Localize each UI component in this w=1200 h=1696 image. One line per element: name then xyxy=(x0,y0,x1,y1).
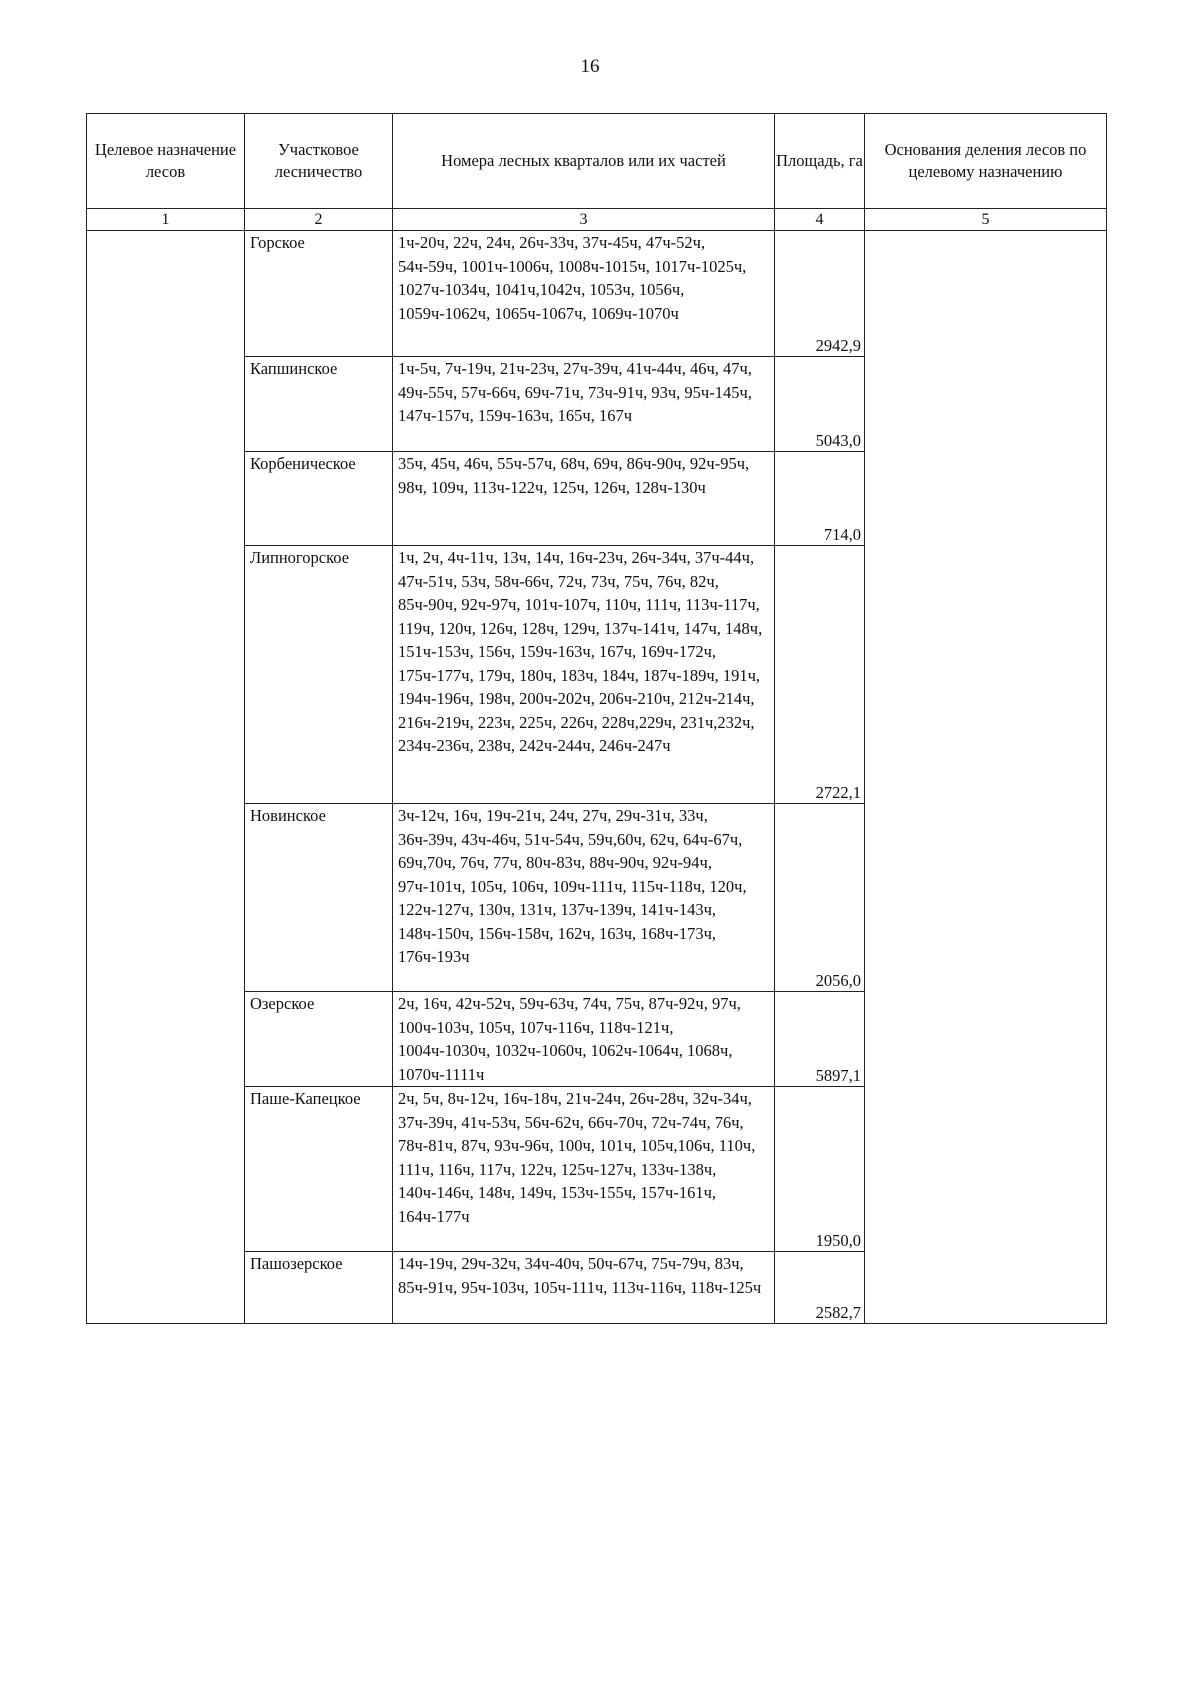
quarter-numbers: 2ч, 16ч, 42ч-52ч, 59ч-63ч, 74ч, 75ч, 87ч-92ч, 97ч, 100ч-103ч, 105ч, 107ч-116ч, 118ч-121ч, 1004ч-1030ч, 1032ч-1060ч, 1062ч-1064ч, 1068ч, 1070ч-1111ч xyxy=(393,992,775,1087)
district-name: Липногорское xyxy=(245,546,393,804)
area-value: 5043,0 xyxy=(775,357,865,452)
column-number: 2 xyxy=(245,209,393,231)
area-value: 2722,1 xyxy=(775,546,865,804)
quarter-numbers: 1ч-20ч, 22ч, 24ч, 26ч-33ч, 37ч-45ч, 47ч-52ч, 54ч-59ч, 1001ч-1006ч, 1008ч-1015ч, 1017ч-1025ч, 1027ч-1034ч, 1041ч,1042ч, 1053ч, 1056ч, 1059ч-1062ч, 1065ч-1067ч, 1069ч-1070ч xyxy=(393,231,775,357)
header-purpose: Целевое назначение лесов xyxy=(87,114,245,209)
column-number: 1 xyxy=(87,209,245,231)
area-value: 2942,9 xyxy=(775,231,865,357)
district-name: Корбеничеcкое xyxy=(245,452,393,546)
header-district: Участковое лесничество xyxy=(245,114,393,209)
column-number: 4 xyxy=(775,209,865,231)
district-name: Новинское xyxy=(245,804,393,992)
column-number-row xyxy=(87,209,1107,231)
quarter-numbers: 2ч, 5ч, 8ч-12ч, 16ч-18ч, 21ч-24ч, 26ч-28ч, 32ч-34ч, 37ч-39ч, 41ч-53ч, 56ч-62ч, 66ч-70ч, 72ч-74ч, 76ч, 78ч-81ч, 87ч, 93ч-96ч, 100ч, 101ч, 105ч,106ч, 110ч, 111ч, 116ч, 117ч, 122ч, 125ч-127ч, 133ч-138ч, 140ч-146ч, 148ч, 149ч, 153ч-155ч, 157ч-161ч, 164ч-177ч xyxy=(393,1087,775,1252)
district-name: Горское xyxy=(245,231,393,357)
forest-division-table xyxy=(86,113,1107,1324)
area-value: 1950,0 xyxy=(775,1087,865,1252)
purpose-cell xyxy=(87,231,245,1324)
area-value: 5897,1 xyxy=(775,992,865,1087)
column-number: 3 xyxy=(393,209,775,231)
header-area: Площадь, га xyxy=(775,114,865,209)
district-name: Капшинское xyxy=(245,357,393,452)
quarter-numbers: 1ч, 2ч, 4ч-11ч, 13ч, 14ч, 16ч-23ч, 26ч-34ч, 37ч-44ч, 47ч-51ч, 53ч, 58ч-66ч, 72ч, 73ч, 75ч, 76ч, 82ч, 85ч-90ч, 92ч-97ч, 101ч-107ч, 110ч, 111ч, 113ч-117ч, 119ч, 120ч, 126ч, 128ч, 129ч, 137ч-141ч, 147ч, 148ч, 151ч-153ч, 156ч, 159ч-163ч, 167ч, 169ч-172ч, 175ч-177ч, 179ч, 180ч, 183ч, 184ч, 187ч-189ч, 191ч, 194ч-196ч, 198ч, 200ч-202ч, 206ч-210ч, 212ч-214ч, 216ч-219ч, 223ч, 225ч, 226ч, 228ч,229ч, 231ч,232ч, 234ч-236ч, 238ч, 242ч-244ч, 246ч-247ч xyxy=(393,546,775,804)
area-value: 714,0 xyxy=(775,452,865,546)
quarter-numbers: 1ч-5ч, 7ч-19ч, 21ч-23ч, 27ч-39ч, 41ч-44ч, 46ч, 47ч, 49ч-55ч, 57ч-66ч, 69ч-71ч, 73ч-91ч, 93ч, 95ч-145ч, 147ч-157ч, 159ч-163ч, 165ч, 167ч xyxy=(393,357,775,452)
quarter-numbers: 14ч-19ч, 29ч-32ч, 34ч-40ч, 50ч-67ч, 75ч-79ч, 83ч, 85ч-91ч, 95ч-103ч, 105ч-111ч, 113ч-116ч, 118ч-125ч xyxy=(393,1252,775,1324)
header-basis: Основания деления лесов по целевому назначению xyxy=(865,114,1107,209)
quarter-numbers: 3ч-12ч, 16ч, 19ч-21ч, 24ч, 27ч, 29ч-31ч, 33ч, 36ч-39ч, 43ч-46ч, 51ч-54ч, 59ч,60ч, 62ч, 64ч-67ч, 69ч,70ч, 76ч, 77ч, 80ч-83ч, 88ч-90ч, 92ч-94ч, 97ч-101ч, 105ч, 106ч, 109ч-111ч, 115ч-118ч, 120ч, 122ч-127ч, 130ч, 131ч, 137ч-139ч, 141ч-143ч, 148ч-150ч, 156ч-158ч, 162ч, 163ч, 168ч-173ч, 176ч-193ч xyxy=(393,804,775,992)
district-name: Пашозерское xyxy=(245,1252,393,1324)
area-value: 2582,7 xyxy=(775,1252,865,1324)
quarter-numbers: 35ч, 45ч, 46ч, 55ч-57ч, 68ч, 69ч, 86ч-90ч, 92ч-95ч, 98ч, 109ч, 113ч-122ч, 125ч, 126ч, 128ч-130ч xyxy=(393,452,775,546)
table-header-row xyxy=(87,114,1107,209)
district-name: Озерское xyxy=(245,992,393,1087)
area-value: 2056,0 xyxy=(775,804,865,992)
header-quarters: Номера лесных кварталов или их частей xyxy=(393,114,775,209)
page-number: 16 xyxy=(580,56,600,77)
district-name: Паше-Капецкое xyxy=(245,1087,393,1252)
basis-cell xyxy=(865,231,1107,1324)
column-number: 5 xyxy=(865,209,1107,231)
table-row xyxy=(87,231,1107,357)
